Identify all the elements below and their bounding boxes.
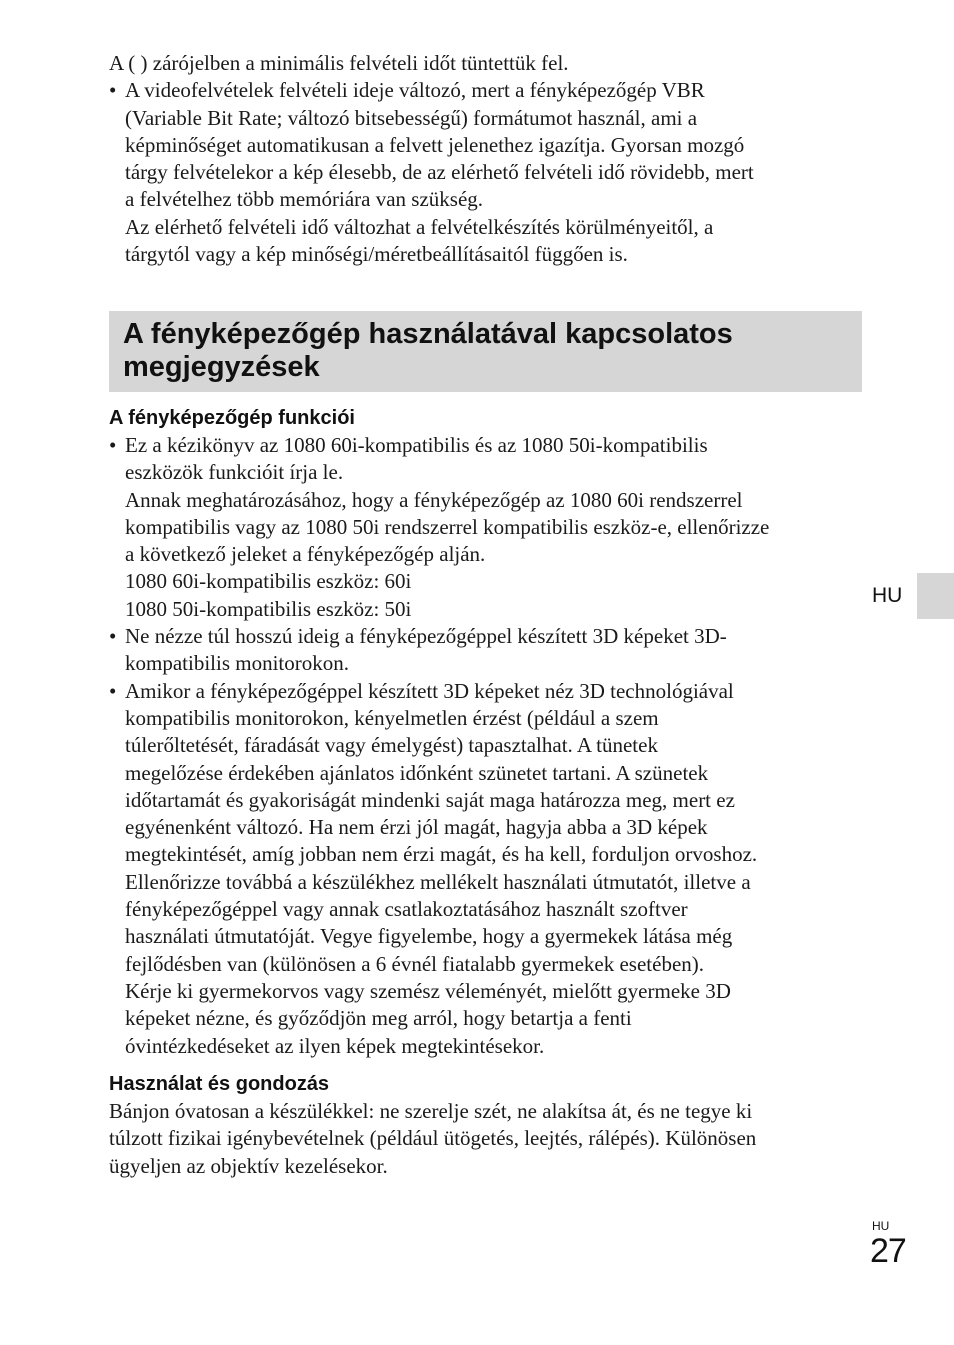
bullet-text: képeket nézne, és győződjön meg arról, hogy betartja a fenti [125, 1006, 632, 1031]
bullet-text: túlerőltetését, fáradását vagy émelygést) tapasztalhat. A tünetek [125, 733, 658, 758]
bullet-icon: • [109, 624, 117, 649]
bullet-text: Kérje ki gyermekorvos vagy szemész véleményét, mielőtt gyermeke 3D [125, 978, 731, 1003]
bullet-text: Ellenőrizze továbbá a készülékhez mellékelt használati útmutatót, illetve a [125, 869, 751, 894]
bullet-text: Annak meghatározásához, hogy a fényképezőgép az 1080 60i rendszerrel [125, 487, 743, 512]
bullet-text: Amikor a fényképezőgéppel készített 3D képeket néz 3D technológiával [125, 678, 734, 703]
bullet-text: A videofelvételek felvételi ideje változó, mert a fényképezőgép VBR [125, 78, 705, 103]
bullet-text: Ez a kézikönyv az 1080 60i-kompatibilis és az 1080 50i-kompatibilis [125, 433, 708, 457]
bullet-text: (Variable Bit Rate; változó bitsebességű) formátumot használ, ami a [125, 105, 698, 130]
bullet-text: a következő jeleket a fényképezőgép alján. [125, 542, 486, 567]
page-number: 27 [870, 1232, 906, 1270]
bullet-text: megtekintését, amíg jobban nem érzi magát, és ha kell, forduljon orvoshoz. [125, 842, 758, 867]
bullet-text: 1080 60i-kompatibilis eszköz: 60i [125, 569, 412, 594]
bullet-text: megelőzése érdekében ajánlatos időnként szünetet tartani. A szünetek [125, 760, 709, 785]
bullet-icon: • [109, 433, 117, 457]
bullet-text: tárgy felvételekor a kép élesebb, de az elérhető felvételi idő rövidebb, mert [125, 160, 754, 185]
care-line: Bánjon óvatosan a készülékkel: ne szerelje szét, ne alakítsa át, és ne tegye ki [109, 1099, 753, 1123]
bullet-text: fejlődésben van (különösen a 6 évnél fiatalabb gyermekek esetében). [125, 951, 705, 976]
bullet-text: óvintézkedéseket az ilyen képek megtekintésekor. [125, 1033, 545, 1058]
care-line: túlzott fizikai igénybevételnek (például ütögetés, leejtés, rálépés). Különösen [109, 1126, 757, 1151]
bullet-text: Ne nézze túl hosszú ideig a fényképezőgéppel készített 3D képeket 3D- [125, 624, 727, 649]
bullet-text: egyénenként változó. Ha nem érzi jól magát, hagyja abba a 3D képek [125, 815, 708, 840]
bullet-icon: • [109, 78, 117, 103]
bullet-text: 1080 50i-kompatibilis eszköz: 50i [125, 596, 412, 621]
bullet-text: használati útmutatóját. Vegye figyelembe, hogy a gyermekek látása még [125, 924, 733, 949]
bullet-item [109, 77, 861, 104]
bullet-item [109, 623, 861, 650]
functions-heading: A fényképezőgép funkciói [109, 407, 355, 429]
section-title [123, 318, 843, 384]
bullet-text: kompatibilis monitorokon, kényelmetlen érzést (például a szem [125, 705, 659, 730]
bullet-text: kompatibilis monitorokon. [125, 651, 349, 676]
care-line: ügyeljen az objektív kezelésekor. [109, 1153, 388, 1178]
functions-block [109, 405, 861, 1060]
intro-line: A ( ) zárójelben a minimális felvételi időt tüntettük fel. [109, 51, 569, 75]
bullet-text: fényképezőgéppel vagy annak csatlakoztatásához használt szoftver [125, 897, 688, 922]
language-tab [917, 573, 954, 619]
bullet-text: eszközök funkcióit írja le. [125, 460, 344, 485]
intro-block [109, 50, 861, 268]
bullet-icon: • [109, 678, 117, 703]
section-title-line: megjegyzések [123, 351, 320, 383]
care-block [109, 1071, 861, 1180]
bullet-text: Az elérhető felvételi idő változhat a felvételkészítés körülményeitől, a [125, 214, 714, 239]
bullet-text: tárgytól vagy a kép minőségi/méretbeállításaitól függően is. [125, 242, 628, 267]
language-tab-label: HU [872, 584, 903, 607]
bullet-item [109, 678, 861, 705]
footer-language: HU [872, 1219, 890, 1233]
bullet-text: képminőséget automatikusan a felvett jelenethez igazítja. Gyorsan mozgó [125, 132, 745, 157]
bullet-text: a felvételhez több memóriára van szükség. [125, 187, 484, 212]
bullet-item [109, 432, 861, 459]
section-title-line: A fényképezőgép használatával kapcsolatos [123, 318, 733, 350]
bullet-text: időtartamát és gyakoriságát mindenki saját maga határozza meg, mert ez [125, 787, 735, 812]
bullet-text: kompatibilis vagy az 1080 50i rendszerrel kompatibilis eszköz-e, ellenőrizze [125, 514, 770, 539]
care-heading: Használat és gondozás [109, 1073, 330, 1095]
